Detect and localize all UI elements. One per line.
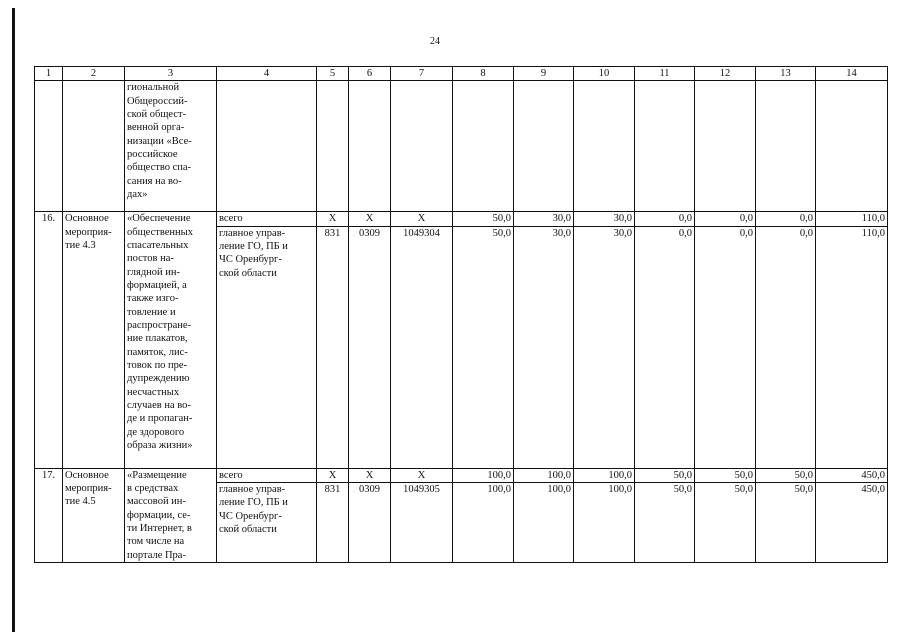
value-cell: 30,0 bbox=[574, 212, 635, 226]
row-number: 17. bbox=[35, 468, 63, 562]
code-cell: 831 bbox=[317, 226, 349, 468]
value-cell: 0,0 bbox=[635, 212, 695, 226]
value-cell: 50,0 bbox=[756, 468, 816, 482]
code-cell: Х bbox=[317, 468, 349, 482]
total-label: всего bbox=[217, 468, 317, 482]
code-cell: Х bbox=[391, 212, 453, 226]
value-cell: 100,0 bbox=[453, 468, 514, 482]
table-row bbox=[35, 212, 888, 226]
value-cell: 110,0 bbox=[816, 226, 888, 468]
measure-description: «Обеспечение общественных спасательных постов на- глядной ин- формацией, а также изго- товление и распростране- ние плакатов, памяток, лис- товок по пре- дупреждению несчастных случаев на во- де и пропаган- де здорового образа жизни» bbox=[125, 212, 217, 468]
code-cell: 0309 bbox=[349, 226, 391, 468]
value-cell: 30,0 bbox=[574, 226, 635, 468]
value-cell: 0,0 bbox=[756, 226, 816, 468]
code-cell: 831 bbox=[317, 482, 349, 562]
value-cell: 50,0 bbox=[453, 226, 514, 468]
total-label: всего bbox=[217, 212, 317, 226]
value-cell: 50,0 bbox=[453, 212, 514, 226]
header-cell: 2 bbox=[63, 67, 125, 81]
value-cell: 0,0 bbox=[695, 212, 756, 226]
code-cell: 1049304 bbox=[391, 226, 453, 468]
header-cell: 6 bbox=[349, 67, 391, 81]
header-cell: 5 bbox=[317, 67, 349, 81]
header-cell: 13 bbox=[756, 67, 816, 81]
header-row bbox=[35, 67, 888, 81]
value-cell: 100,0 bbox=[453, 482, 514, 562]
value-cell: 100,0 bbox=[574, 468, 635, 482]
agency-label: главное управ- ление ГО, ПБ и ЧС Оренбург- ской области bbox=[217, 482, 317, 562]
value-cell: 100,0 bbox=[514, 468, 574, 482]
value-cell: 50,0 bbox=[756, 482, 816, 562]
code-cell: Х bbox=[317, 212, 349, 226]
value-cell: 450,0 bbox=[816, 468, 888, 482]
code-cell: Х bbox=[391, 468, 453, 482]
code-cell: Х bbox=[349, 212, 391, 226]
page-number: 24 bbox=[430, 36, 440, 47]
scan-edge-line bbox=[12, 8, 15, 632]
measure-description: «Размещение в средствах массовой ин- формации, се- ти Интернет, в том числе на портале Пра- bbox=[125, 468, 217, 562]
continuation-description: гиональной Общероссий- ской общест- венной орга- низации «Все- российское общество спа- сания на во- дах» bbox=[125, 81, 217, 212]
header-cell: 1 bbox=[35, 67, 63, 81]
value-cell: 50,0 bbox=[695, 468, 756, 482]
value-cell: 450,0 bbox=[816, 482, 888, 562]
header-cell: 9 bbox=[514, 67, 574, 81]
budget-table bbox=[34, 66, 888, 563]
code-cell: Х bbox=[349, 468, 391, 482]
value-cell: 0,0 bbox=[635, 226, 695, 468]
header-cell: 14 bbox=[816, 67, 888, 81]
value-cell: 0,0 bbox=[756, 212, 816, 226]
row-number: 16. bbox=[35, 212, 63, 468]
value-cell: 0,0 bbox=[695, 226, 756, 468]
header-cell: 3 bbox=[125, 67, 217, 81]
value-cell: 50,0 bbox=[635, 482, 695, 562]
table-row bbox=[35, 468, 888, 482]
value-cell: 50,0 bbox=[695, 482, 756, 562]
value-cell: 30,0 bbox=[514, 212, 574, 226]
continuation-row bbox=[35, 81, 888, 212]
measure-type: Основное мероприя- тие 4.3 bbox=[63, 212, 125, 468]
header-cell: 10 bbox=[574, 67, 635, 81]
value-cell: 50,0 bbox=[635, 468, 695, 482]
measure-type: Основное мероприя- тие 4.5 bbox=[63, 468, 125, 562]
value-cell: 30,0 bbox=[514, 226, 574, 468]
value-cell: 110,0 bbox=[816, 212, 888, 226]
header-cell: 8 bbox=[453, 67, 514, 81]
header-cell: 12 bbox=[695, 67, 756, 81]
value-cell: 100,0 bbox=[514, 482, 574, 562]
agency-label: главное управ- ление ГО, ПБ и ЧС Оренбург- ской области bbox=[217, 226, 317, 468]
value-cell: 100,0 bbox=[574, 482, 635, 562]
code-cell: 0309 bbox=[349, 482, 391, 562]
header-cell: 4 bbox=[217, 67, 317, 81]
header-cell: 11 bbox=[635, 67, 695, 81]
code-cell: 1049305 bbox=[391, 482, 453, 562]
header-cell: 7 bbox=[391, 67, 453, 81]
